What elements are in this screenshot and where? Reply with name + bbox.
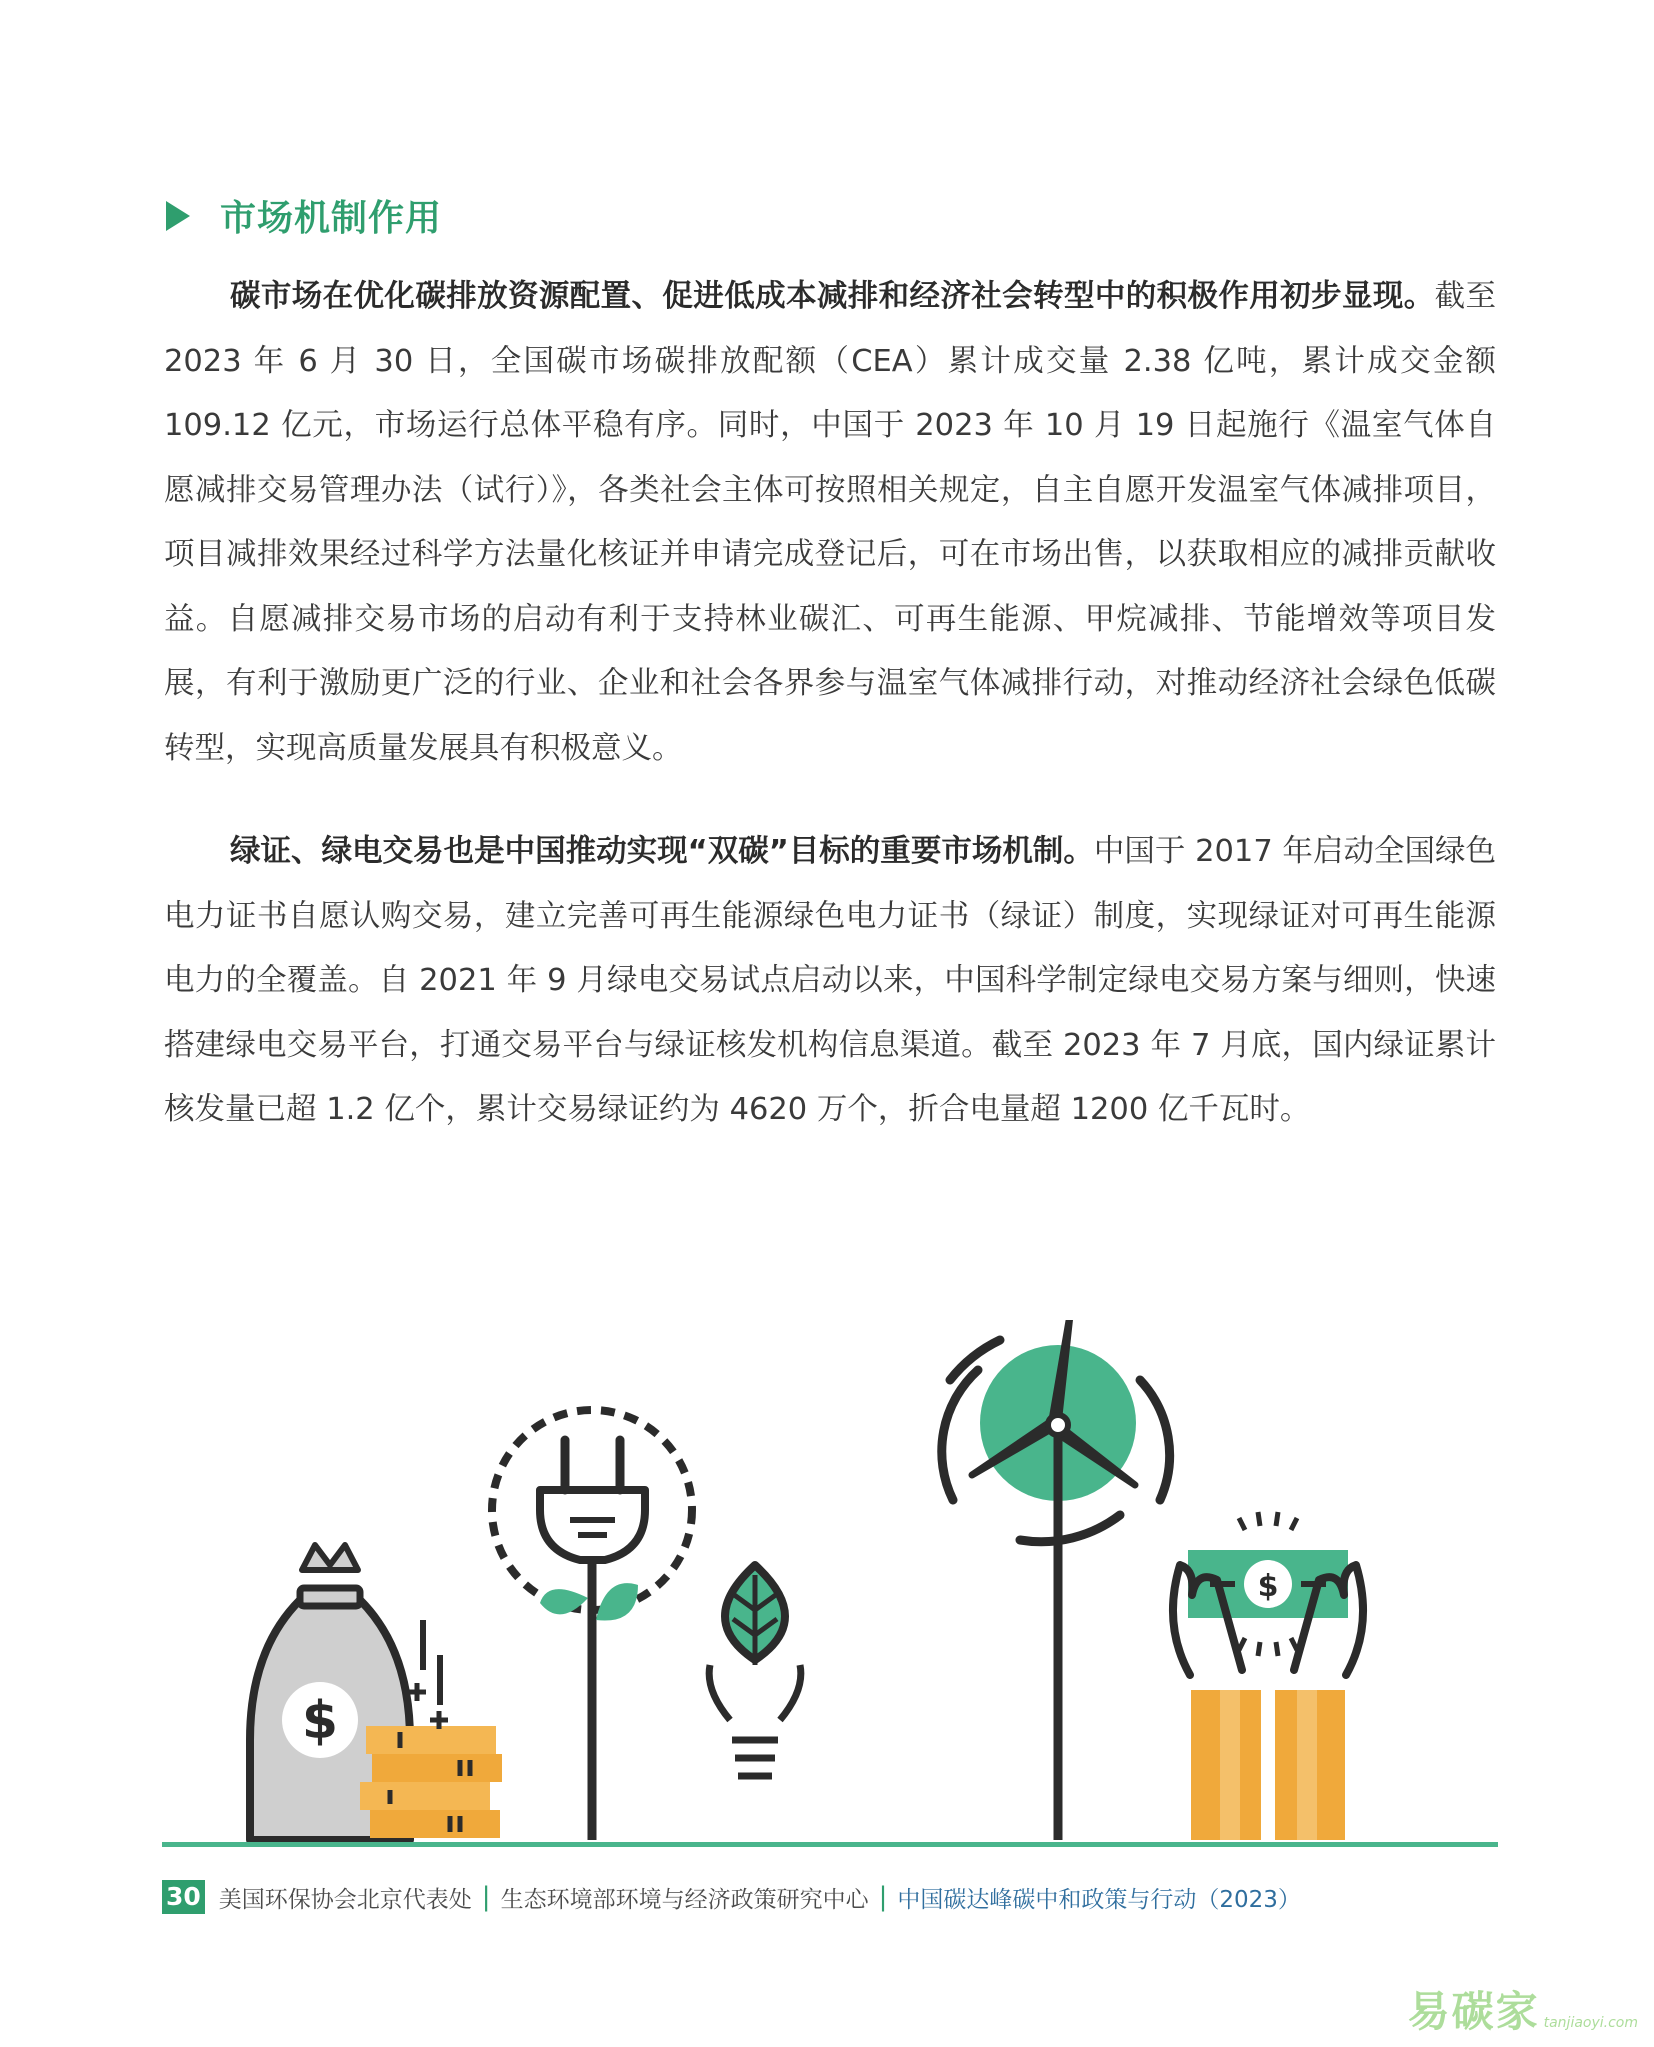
footer-org-2: 生态环境部环境与经济政策研究中心 [500,1886,869,1913]
page-footer [162,1880,1301,1914]
paragraph-lead: 碳市场在优化碳排放资源配置、促进低成本减排和经济社会转型中的积极作用初步显现。 [230,279,1435,314]
footer-publication: 中国碳达峰碳中和政策与行动（2023） [897,1886,1301,1913]
section-title: 市场机制作用 [220,198,443,239]
triangle-bullet-icon [166,201,190,231]
section-heading [166,190,442,241]
leaf-bulb-icon [709,1565,801,1776]
footer-separator: | [481,1882,491,1912]
paragraph-lead: 绿证、绿电交易也是中国推动实现“双碳”目标的重要市场机制。 [230,834,1094,869]
ground-line [162,1842,1498,1847]
paragraph-body: 截至 2023 年 6 月 30 日，全国碳市场碳排放配额（CEA）累计成交量 2.38 亿吨，累计成交金额 109.12 亿元，市场运行总体平稳有序。同时，中国于 2023 年 10 月 19 日起施行《温室气体自愿减排交易管理办法（试行）》，各类社会主体可按照相关规定，自主自愿开发温室气体减排项目，项目减排效果经过科学方法量化核证并申请完成登记后，可在市场出售，以获取相应的减排贡献收益。自愿减排交易市场的启动有利于支持林业碳汇、可再生能源、甲烷减排、节能增效等项目发展，有利于激励更广泛的行业、企业和社会各界参与温室气体减排行动，对推动经济社会绿色低碳转型，实现高质量发展具有积极意义。 [164,279,1497,766]
paragraph-green-certificates [164,820,1496,1143]
plug-sprout-icon [492,1410,692,1840]
dollar-sign: $ [301,1691,339,1751]
paragraph-body: 中国于 2017 年启动全国绿色电力证书自愿认购交易，建立完善可再生能源绿色电力证书（绿证）制度，实现绿证对可再生能源电力的全覆盖。自 2021 年 9 月绿电交易试点启动以来，中国科学制定绿电交易方案与细则，快速搭建绿电交易平台，打通交易平台与绿证核发机构信息渠道。截至 2023 年 7 月底，国内绿证累计核发量已超 1.2 亿个，累计交易绿证约为 4620 万个，折合电量超 1200 亿千瓦时。 [164,834,1496,1127]
footer-separator: | [878,1882,888,1912]
watermark [1408,1979,1638,2039]
watermark-text: 易碳家 [1407,1987,1540,2036]
paragraph-carbon-market [164,265,1496,781]
hands-banknote-icon [1173,1512,1363,1840]
page-number: 30 [162,1880,205,1914]
wind-turbine-icon [942,1320,1170,1840]
dollar-sign: $ [1257,1569,1279,1604]
footer-org-1: 美国环保协会北京代表处 [218,1886,472,1913]
watermark-sub: tanjiaoyi.com [1543,2015,1638,2031]
green-finance-illustration [160,1320,1500,1860]
